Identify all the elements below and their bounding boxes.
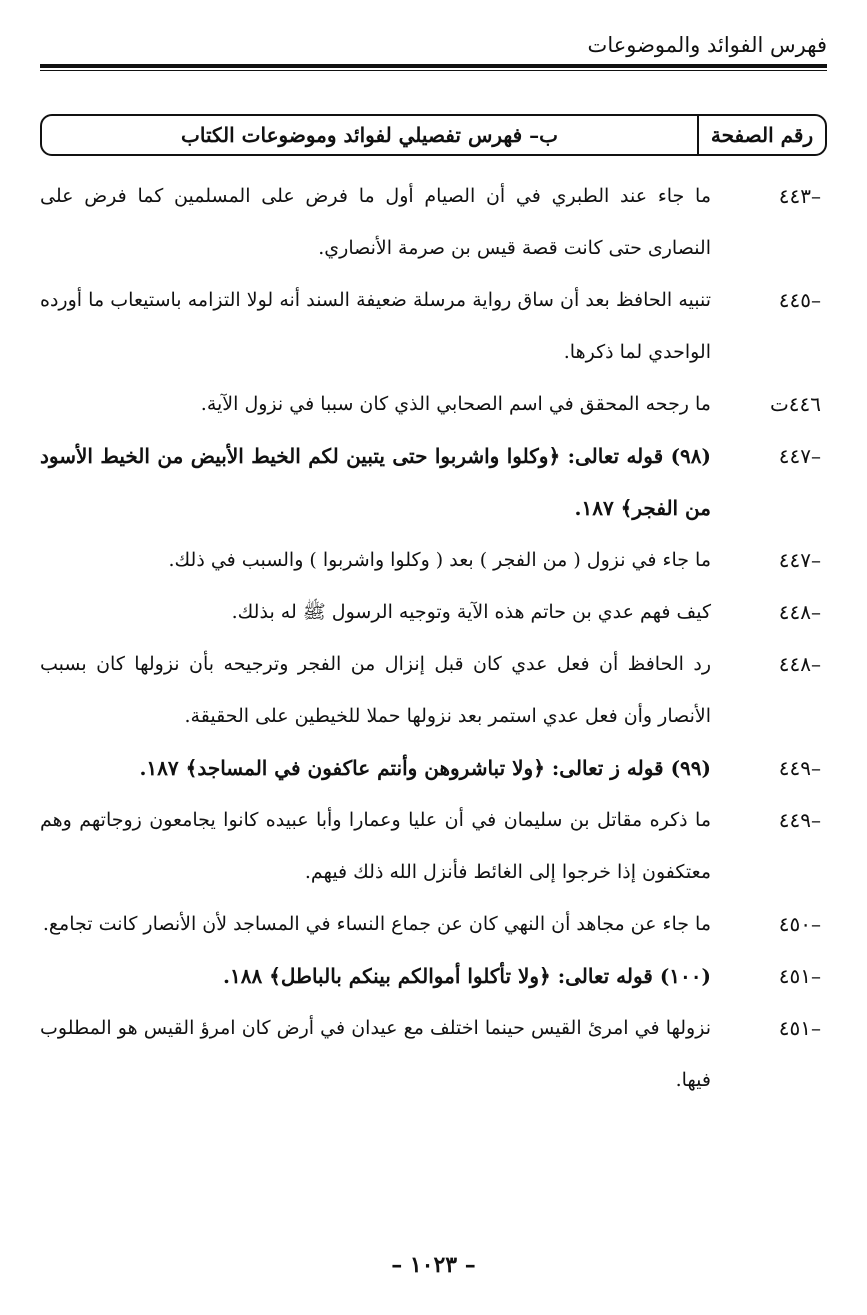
index-entry xyxy=(40,430,827,534)
page-number-column-header: رقم الصفحة xyxy=(697,116,825,154)
entry-page-number: –٤٤٩ xyxy=(778,808,821,832)
entry-text: ما ذكره مقاتل بن سليمان في أن عليا وعمارا وأبا عبيده كانوا يجامعون زوجاتهم وهم معتكفون إذا خرجوا إلى الغائط فأنزل الله ذلك فيهم. xyxy=(40,809,711,883)
header-rule-thin xyxy=(40,70,827,71)
entry-page-number: –٤٥١ xyxy=(778,964,821,988)
entry-page-number: –٤٤٧ xyxy=(778,444,821,468)
index-entry xyxy=(40,638,827,742)
entry-page-number: –٤٤٩ xyxy=(778,756,821,780)
entry-text: ما جاء عن مجاهد أن النهي كان عن جماع النساء في المساجد لأن الأنصار كانت تجامع. xyxy=(42,913,711,935)
entry-text: ما رجحه المحقق في اسم الصحابي الذي كان سببا في نزول الآية. xyxy=(200,393,711,415)
entry-text: ما جاء في نزول ( من الفجر ) بعد ( وكلوا واشربوا ) والسبب في ذلك. xyxy=(168,549,711,571)
index-table-header xyxy=(40,114,827,156)
entry-text: ما جاء عند الطبري في أن الصيام أول ما فرض على المسلمين كما فرض على النصارى حتى كانت قصة قيس بن صرمة الأنصاري. xyxy=(40,185,711,259)
entry-text: تنبيه الحافظ بعد أن ساق رواية مرسلة ضعيفة السند أنه لولا التزامه باستيعاب ما أورده الواحدي لما ذكرها. xyxy=(40,289,711,363)
index-entry xyxy=(40,794,827,898)
index-entry xyxy=(40,950,827,1002)
index-entry xyxy=(40,586,827,638)
index-entries xyxy=(40,170,827,1106)
entry-page-number: –٤٤٥ xyxy=(778,288,821,312)
entry-page-number: –٤٤٧ xyxy=(778,548,821,572)
index-entry xyxy=(40,534,827,586)
index-entry xyxy=(40,378,827,430)
entry-text: (٩٩) قوله ز تعالى: ﴿ولا تباشروهن وأنتم عاكفون في المساجد﴾ ١٨٧. xyxy=(139,756,711,780)
entry-text: رد الحافظ أن فعل عدي كان قبل إنزال من الفجر وترجيحه بأن نزولها كان بسبب الأنصار وأن فعل عدي استمر بعد نزولها حملا للخيطين على الحقيقة. xyxy=(40,653,711,727)
entry-text: (١٠٠) قوله تعالى: ﴿ولا تأكلوا أموالكم بينكم بالباطل﴾ ١٨٨. xyxy=(223,964,711,988)
index-entry xyxy=(40,274,827,378)
entry-text: كيف فهم عدي بن حاتم هذه الآية وتوجيه الرسول ﷺ له بذلك. xyxy=(231,601,711,623)
entry-page-number: –٤٥١ xyxy=(778,1016,821,1040)
index-entry xyxy=(40,1002,827,1106)
index-entry xyxy=(40,898,827,950)
page-number: – ١٠٢٣ – xyxy=(391,1252,476,1278)
index-title-column-header: ب– فهرس تفصيلي لفوائد وموضوعات الكتاب xyxy=(181,123,558,147)
entry-text: (٩٨) قوله تعالى: ﴿وكلوا واشربوا حتى يتبين لكم الخيط الأبيض من الخيط الأسود من الفجر﴾ ١٨٧. xyxy=(40,444,711,520)
index-entry xyxy=(40,170,827,274)
index-entry xyxy=(40,742,827,794)
entry-text: نزولها في امرئ القيس حينما اختلف مع عيدان في أرض كان امرؤ القيس هو المطلوب فيها. xyxy=(40,1017,711,1091)
entry-page-number: –٤٥٠ xyxy=(778,912,821,936)
entry-page-number: ٤٤٦ت xyxy=(769,392,821,416)
running-head: فهرس الفوائد والموضوعات xyxy=(587,33,827,57)
entry-page-number: –٤٤٨ xyxy=(778,652,821,676)
header-rule-thick xyxy=(40,64,827,68)
entry-page-number: –٤٤٨ xyxy=(778,600,821,624)
entry-page-number: –٤٤٣ xyxy=(778,184,821,208)
